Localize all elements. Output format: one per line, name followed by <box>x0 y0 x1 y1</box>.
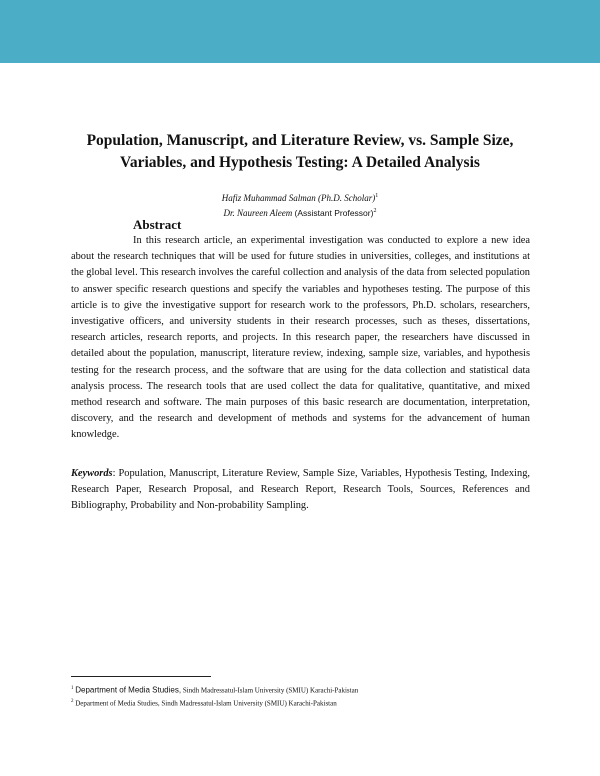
footnote-1-marker: 1 <box>71 686 74 691</box>
paper-title <box>40 130 560 174</box>
keywords-paragraph <box>71 466 530 515</box>
footnote-2 <box>71 696 531 709</box>
author-2-role: (Assistant Professor) <box>294 208 374 218</box>
title-line-2: Variables, and Hypothesis Testing: A Detailed Analysis <box>120 154 480 171</box>
author-2-name: Dr. Naureen Aleem <box>223 208 293 218</box>
footnotes <box>71 683 531 710</box>
footnote-1-affiliation: Sindh Madressatul-Islam University (SMIU) Karachi-Pakistan <box>182 686 359 695</box>
keywords-text: : Population, Manuscript, Literature Review, Sample Size, Variables, Hypothesis Testing, Indexing, Research Paper, Research Proposal, and Research Report, Research Tools, Sources, References and Bibliography, Probability and Non-probability Sampling. <box>71 468 530 512</box>
footnote-2-marker: 2 <box>71 699 74 705</box>
title-line-1: Population, Manuscript, and Literature Review, vs. Sample Size, <box>86 132 514 149</box>
keywords-label: Keywords <box>71 468 113 479</box>
footnote-1 <box>71 683 531 696</box>
author-1-marker: 1 <box>375 193 379 199</box>
footnote-divider <box>71 676 211 677</box>
author-1-name: Hafiz Muhammad Salman (Ph.D. Scholar) <box>221 193 376 203</box>
header-band <box>0 0 600 63</box>
author-block <box>60 190 540 220</box>
abstract-body: In this research article, an experimental investigation was conducted to explore a new idea about the research techniques that will be used for future studies in universities, colleges, and institutions at the global level. This research involves the careful collection and analysis of the data from selected population to answer specific research questions and specify the variables and hypotheses testing. The purpose of this article is to give the investigative support for research work to the professors, Ph.D. scholars, researchers, investigative officers, and university students in their research processes, such as theses, dissertations, research articles, research reports, and projects. In this research paper, the researchers have discussed in detailed about the population, manuscript, literature review, indexing, sample size, variables, and hypothesis testing for the research process, and the software that are using for the data collection and statistical data analysis process. The research tools that are used collect the data for qualitative, quantitative, and mixed method research and software. The main purposes of this basic research are documentation, interpretation, discovery, and the research and development of methods and systems for the advancement of human knowledge. <box>71 235 530 441</box>
author-1 <box>60 190 540 205</box>
footnote-2-text: Department of Media Studies, Sindh Madressatul-Islam University (SMIU) Karachi-Pakistan <box>75 699 337 708</box>
footnote-1-dept: Department of Media Studies, <box>75 685 182 695</box>
author-2-marker: 2 <box>373 208 377 214</box>
abstract-heading: Abstract <box>133 217 182 232</box>
author-2 <box>60 205 540 220</box>
